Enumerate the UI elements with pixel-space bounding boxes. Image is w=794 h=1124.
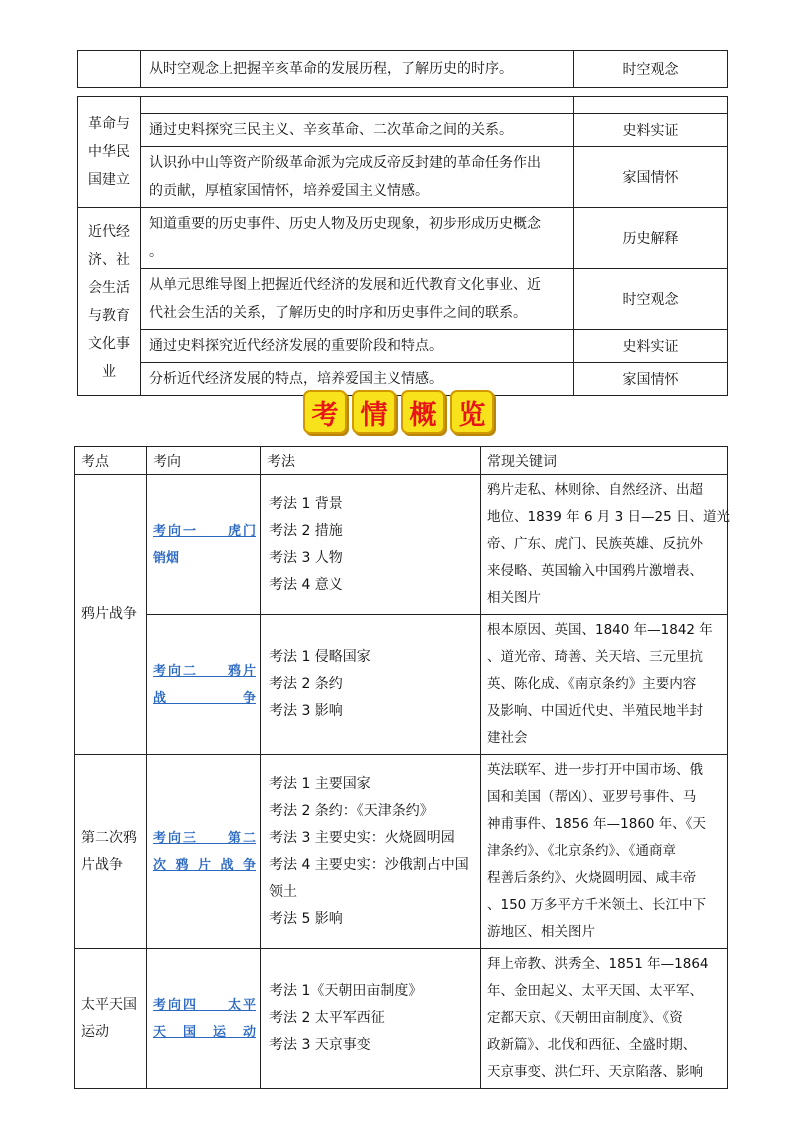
category-line: 国建立: [88, 172, 130, 188]
keyword-line: 英、陈化成、《南京条约》主要内容: [487, 676, 697, 692]
keyword-line: 、150 万多平方千米领土、长江中下: [487, 897, 707, 913]
category-cell: [78, 208, 141, 396]
kaoxiang-link[interactable]: [153, 992, 256, 1046]
category-cell: [78, 51, 141, 88]
keyword-line: 帝、广东、虎门、民族英雄、反抗外: [487, 536, 703, 552]
table-row: [78, 330, 728, 363]
kaoxiang-link[interactable]: [153, 825, 256, 879]
objective-line: 通过史料探究三民主义、辛亥革命、二次革命之间的关系。: [149, 122, 513, 138]
keyword-line: 英法联军、进一步打开中国市场、俄: [487, 762, 703, 778]
kaofa-line: 领土: [269, 883, 297, 900]
kaoxiang-line: 考向一 虎门: [153, 523, 256, 539]
objective-line: 知道重要的历史事件、历史人物及历史现象，初步形成历史概念: [149, 216, 541, 232]
empty-cell: [574, 97, 728, 114]
kaoxiang-link[interactable]: [153, 518, 256, 572]
table-row: [75, 949, 728, 1089]
section-banner: [303, 390, 494, 432]
objective-text: [141, 147, 574, 208]
literacy-cell: 史料实证: [574, 330, 728, 363]
kaofa-line: 考法 1 侵略国家: [269, 649, 371, 665]
literacy-cell: 史料实证: [574, 114, 728, 147]
literacy-cell: 时空观念: [574, 269, 728, 330]
keyword-line: 拜上帝教、洪秀全、1851 年—1864: [487, 956, 709, 972]
kaofa-line: 考法 3 影响: [269, 703, 343, 719]
kaoxiang-link[interactable]: [153, 658, 256, 712]
objective-line: 分析近代经济发展的特点，培养爱国主义情感。: [149, 371, 443, 387]
kaodian-cell: [75, 949, 147, 1089]
kaodian-line: 运动: [81, 1023, 109, 1040]
keyword-line: 来侵略、英国输入中国鸦片激增表、: [487, 563, 703, 579]
kaoxiang-cell: [147, 949, 261, 1089]
kaoxiang-cell: [147, 755, 261, 949]
keyword-line: 津条约》、《北京条约》、《通商章: [487, 843, 676, 859]
kaoxiang-line: 次鸦片战争: [153, 857, 256, 873]
kaofa-cell: [261, 755, 481, 949]
literacy-cell: 时空观念: [574, 51, 728, 88]
kaofa-line: 考法 1 主要国家: [269, 775, 371, 792]
category-line: 业: [102, 363, 116, 380]
banner-tile: 览: [450, 390, 494, 434]
keywords-cell: [481, 755, 728, 949]
kaoxiang-cell: [147, 475, 261, 615]
category-cell: [78, 97, 141, 208]
keyword-line: 根本原因、英国、1840 年—1842 年: [487, 622, 713, 638]
keyword-line: 政新篇》、北伐和西征、全盛时期、: [487, 1037, 697, 1053]
objective-text: [141, 330, 574, 363]
banner-tile: 概: [401, 390, 445, 434]
objective-text: [141, 269, 574, 330]
category-line: 革命与: [88, 116, 130, 132]
kaoxiang-line: 考向二 鸦片: [153, 663, 256, 679]
kaodian-line: 第二次鸦: [81, 829, 137, 846]
table-row: [75, 615, 728, 755]
exam-overview-table: [74, 446, 728, 1089]
category-line: 会生活: [88, 279, 130, 296]
objective-line: 的贡献，厚植家国情怀，培养爱国主义情感。: [149, 183, 429, 199]
table-header-row: [75, 447, 728, 475]
table-row: [75, 475, 728, 615]
kaofa-line: 考法 3 人物: [269, 549, 343, 566]
keyword-line: 国和美国（帮凶）、亚罗号事件、马: [487, 789, 697, 805]
kaodian-cell: [75, 475, 147, 755]
kaofa-cell: [261, 615, 481, 755]
header-cell: 考向: [147, 447, 261, 475]
kaofa-line: 考法 3 天京事变: [269, 1037, 371, 1053]
kaodian-cell: [75, 755, 147, 949]
keyword-line: 定都天京、《天朝田亩制度》、《资: [487, 1010, 683, 1026]
kaoxiang-line: 战争: [153, 690, 256, 706]
keyword-line: 、道光帝、琦善、关天培、三元里抗: [487, 649, 703, 665]
kaoxiang-cell: [147, 615, 261, 755]
keyword-line: 神甫事件、1856 年—1860 年、《天: [487, 816, 707, 832]
kaofa-cell: [261, 949, 481, 1089]
keyword-line: 鸦片走私、林则徐、自然经济、出超: [487, 482, 703, 498]
keyword-line: 相关图片: [487, 590, 541, 606]
table-row: [78, 269, 728, 330]
banner-tile: 考: [303, 390, 347, 434]
kaoxiang-line: 考向四 太平: [153, 997, 256, 1013]
keyword-line: 程善后条约》、火烧圆明园、咸丰帝: [487, 870, 697, 886]
banner-tile: 情: [352, 390, 396, 434]
kaofa-line: 考法 2 条约：《天津条约》: [269, 802, 434, 819]
objective-text: [141, 208, 574, 269]
keyword-line: 天京事变、洪仁玕、天京陷落、影响: [487, 1064, 703, 1080]
keywords-cell: [481, 949, 728, 1089]
kaofa-line: 考法 1《天朝田亩制度》: [269, 983, 423, 999]
category-line: 济、社: [88, 251, 130, 268]
table-row: [78, 51, 728, 88]
table-row: [75, 755, 728, 949]
table-row: [78, 114, 728, 147]
literacy-cell: 历史解释: [574, 208, 728, 269]
objective-line: 代社会生活的关系，了解历史的时序和历史事件之间的联系。: [149, 305, 527, 321]
keyword-line: 地位、1839 年 6 月 3 日—25 日、道光: [487, 509, 730, 525]
table-row: [78, 208, 728, 269]
literacy-cell: 家国情怀: [574, 147, 728, 208]
kaofa-line: 考法 2 条约: [269, 676, 343, 692]
objectives-table: [77, 96, 728, 396]
kaofa-line: 考法 2 措施: [269, 522, 343, 539]
keyword-line: 及影响、中国近代史、半殖民地半封: [487, 703, 703, 719]
kaofa-line: 考法 4 意义: [269, 576, 343, 593]
category-line: 近代经: [88, 223, 130, 240]
kaodian-line: 鸦片战争: [81, 606, 137, 622]
table-row: [78, 147, 728, 208]
header-cell: 考点: [75, 447, 147, 475]
objective-line: 从单元思维导图上把握近代经济的发展和近代教育文化事业、近: [149, 277, 541, 293]
objective-line: 认识孙中山等资产阶级革命派为完成反帝反封建的革命任务作出: [149, 155, 541, 171]
keywords-cell: [481, 475, 728, 615]
kaofa-line: 考法 3 主要史实：火烧圆明园: [269, 829, 455, 846]
kaofa-line: 考法 1 背景: [269, 495, 343, 512]
header-cell: 常现关键词: [481, 447, 728, 475]
kaofa-line: 考法 5 影响: [269, 910, 343, 927]
keyword-line: 游地区、相关图片: [487, 924, 595, 940]
kaoxiang-line: 天国运动: [153, 1024, 256, 1040]
objective-text: [141, 114, 574, 147]
objective-text: 从时空观念上把握辛亥革命的发展历程，了解历史的时序。: [141, 51, 574, 88]
header-cell: 考法: [261, 447, 481, 475]
kaofa-cell: [261, 475, 481, 615]
keyword-line: 年、金田起义、太平天国、太平军、: [487, 983, 703, 999]
category-line: 文化事: [88, 335, 130, 352]
objectives-table-fragment: [77, 50, 728, 88]
empty-cell: [141, 97, 574, 114]
keyword-line: 建社会: [487, 730, 528, 746]
kaofa-line: 考法 4 主要史实：沙俄割占中国: [269, 856, 469, 873]
literacy-cell: 家国情怀: [574, 363, 728, 396]
keywords-cell: [481, 615, 728, 755]
kaofa-line: 考法 2 太平军西征: [269, 1010, 385, 1026]
category-line: 中华民: [88, 144, 130, 160]
table-row: [78, 97, 728, 114]
objective-line: 通过史料探究近代经济发展的重要阶段和特点。: [149, 338, 443, 354]
kaodian-line: 片战争: [81, 856, 123, 873]
kaodian-line: 太平天国: [81, 996, 137, 1013]
kaoxiang-line: 考向三 第二: [153, 830, 256, 846]
kaoxiang-line: 销烟: [153, 550, 180, 566]
category-line: 与教育: [88, 307, 130, 324]
objective-line: 。: [149, 244, 163, 260]
